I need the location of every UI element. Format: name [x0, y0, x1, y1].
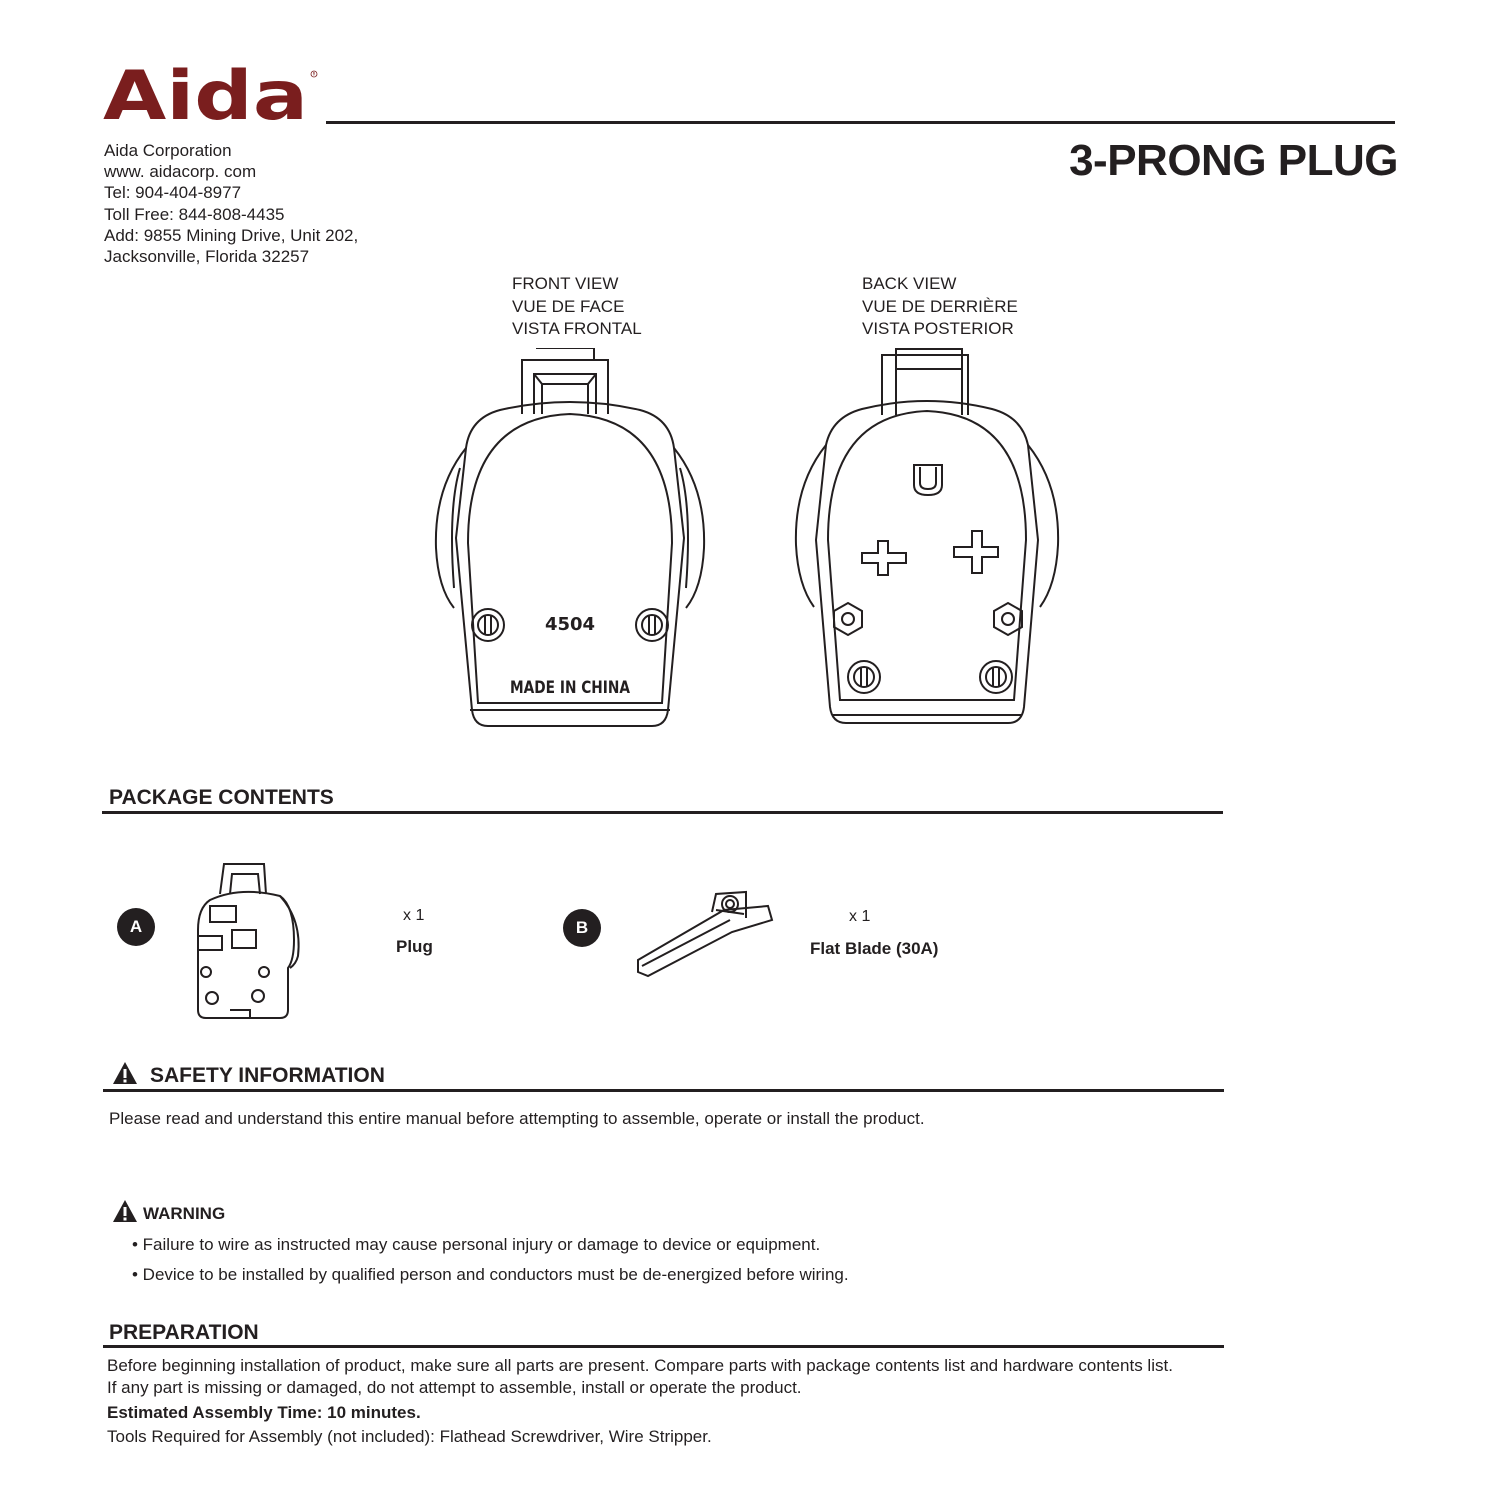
front-view-label-fr: VUE DE FACE: [512, 296, 625, 316]
assembly-time: Estimated Assembly Time: 10 minutes.: [107, 1403, 421, 1422]
package-contents-title: PACKAGE CONTENTS: [109, 786, 334, 809]
front-view-label: [512, 273, 642, 341]
item-a-name: Plug: [396, 937, 433, 956]
warning-triangle-icon: [112, 1061, 138, 1085]
item-b-qty: x 1: [849, 908, 871, 925]
package-contents-rule: [102, 811, 1223, 814]
safety-intro: Please read and understand this entire manual before attempting to assemble, operate or install the product.: [109, 1109, 925, 1128]
tools-required: Tools Required for Assembly (not included): Flathead Screwdriver, Wire Stripper.: [107, 1427, 712, 1446]
item-a-badge: A: [117, 908, 155, 946]
page-title: 3-PRONG PLUG: [1069, 136, 1398, 185]
warning-bullet: • Failure to wire as instructed may cause personal injury or damage to device or equipment.: [132, 1235, 821, 1254]
svg-text:R: R: [312, 71, 316, 77]
company-toll-free: Toll Free: 844-808-4435: [104, 204, 285, 224]
front-view-label-es: VISTA FRONTAL: [512, 319, 642, 339]
made-in-label: MADE IN CHINA: [510, 678, 631, 698]
warning-bullet: • Device to be installed by qualified person and conductors must be de-energized before wiring.: [132, 1265, 849, 1284]
company-website: www. aidacorp. com: [104, 162, 257, 182]
company-info: [104, 140, 358, 267]
safety-rule: [103, 1089, 1224, 1092]
company-name: Aida Corporation: [104, 141, 232, 160]
logo-text: Aida: [103, 62, 308, 122]
safety-title: SAFETY INFORMATION: [150, 1064, 385, 1087]
flat-blade-icon: [634, 888, 774, 983]
model-number: 4504: [544, 614, 596, 635]
company-address-line1: Add: 9855 Mining Drive, Unit 202,: [104, 225, 359, 245]
plug-icon: [190, 860, 305, 1022]
warning-title: WARNING: [143, 1204, 226, 1223]
back-view-label: [862, 273, 1018, 341]
preparation-rule: [103, 1345, 1224, 1348]
company-address-line2: Jacksonville, Florida 32257: [104, 247, 310, 267]
item-b-name: Flat Blade (30A): [810, 939, 939, 958]
item-b-badge: B: [563, 909, 601, 947]
back-view-label-en: BACK VIEW: [862, 274, 957, 293]
front-view-label-en: FRONT VIEW: [512, 274, 619, 293]
back-view-label-es: VISTA POSTERIOR: [862, 319, 1014, 339]
front-view-drawing: [430, 348, 715, 733]
header-rule: [326, 121, 1395, 124]
preparation-line: Before beginning installation of product, make sure all parts are present. Compare parts with package contents list and hardware contents list.: [107, 1356, 1173, 1375]
company-phone: Tel: 904-404-8977: [104, 183, 242, 203]
preparation-line: If any part is missing or damaged, do not attempt to assemble, install or operate the product.: [107, 1378, 802, 1397]
warning-icon: [112, 1199, 138, 1223]
item-a-qty: x 1: [403, 907, 425, 924]
preparation-title: PREPARATION: [109, 1321, 259, 1344]
aida-logo: [103, 62, 319, 122]
back-view-label-fr: VUE DE DERRIÈRE: [862, 296, 1018, 316]
back-view-drawing: [792, 345, 1072, 730]
